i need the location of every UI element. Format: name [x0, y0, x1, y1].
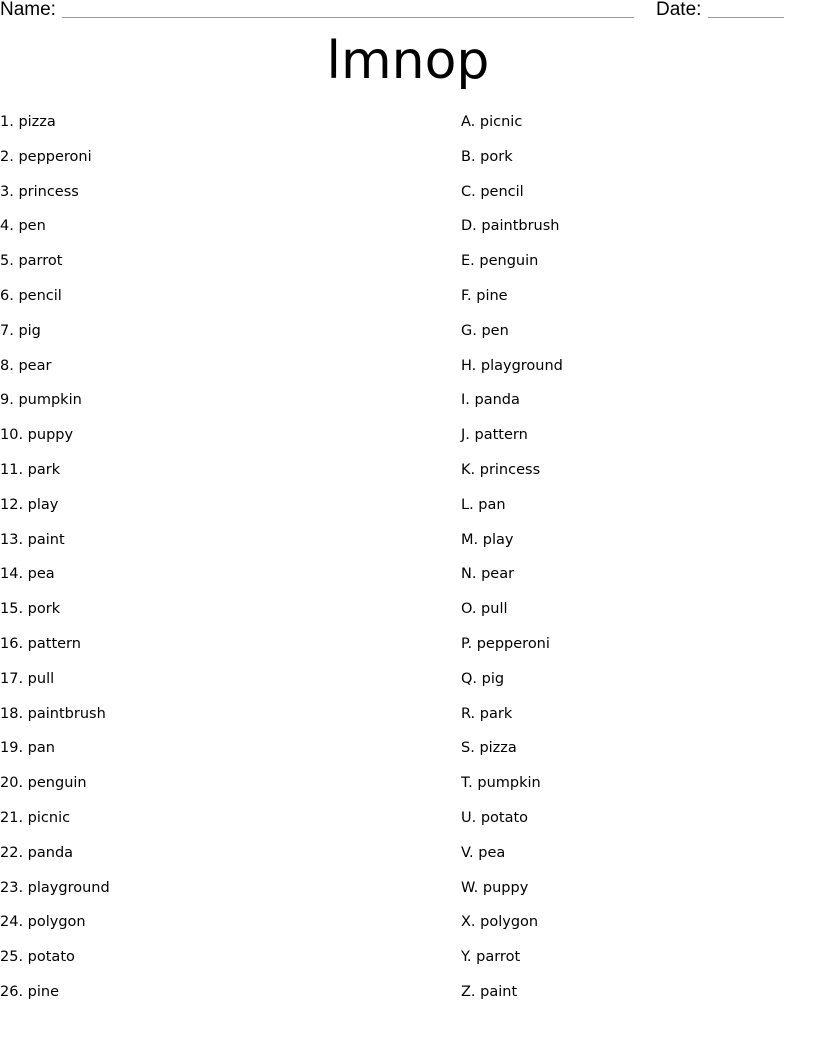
question-item-label: 9.: [0, 392, 14, 409]
question-item-label: 12.: [0, 496, 24, 513]
answer-item-word: pattern: [474, 427, 528, 444]
answer-item-word: potato: [480, 809, 529, 826]
answer-item: [461, 982, 563, 1017]
answer-list: [461, 112, 563, 1017]
question-item-word: pepperoni: [18, 148, 92, 165]
question-item-word: pencil: [18, 287, 62, 304]
question-item: [0, 425, 110, 460]
answer-item-label: J.: [461, 427, 470, 444]
question-item: [0, 843, 110, 878]
question-item-label: 10.: [0, 427, 24, 444]
answer-item-label: Y.: [461, 949, 472, 966]
question-item-label: 3.: [0, 183, 14, 200]
question-item-word: pizza: [18, 114, 56, 130]
answer-item-label: Q.: [461, 670, 478, 687]
question-item-word: play: [27, 496, 59, 513]
question-item-word: pumpkin: [18, 392, 82, 409]
question-item-label: 8.: [0, 357, 14, 374]
answer-item-label: E.: [461, 253, 475, 270]
question-item: [0, 216, 110, 251]
answer-item: [461, 634, 563, 669]
question-item: [0, 251, 110, 286]
question-item-word: panda: [27, 844, 74, 861]
answer-item-word: princess: [479, 461, 541, 478]
answer-item-word: playground: [480, 357, 563, 374]
question-item: [0, 390, 110, 425]
question-item-label: 17.: [0, 670, 24, 687]
answer-item: [461, 495, 563, 530]
question-item-word: picnic: [27, 809, 71, 826]
question-item: [0, 564, 110, 599]
answer-item: [461, 286, 563, 321]
question-item-label: 2.: [0, 148, 14, 165]
answer-item-label: M.: [461, 531, 479, 548]
question-item-label: 24.: [0, 914, 24, 931]
question-item-word: potato: [27, 949, 75, 966]
question-item-word: pork: [27, 601, 61, 618]
answer-item-word: pear: [481, 566, 515, 583]
answer-item-label: L.: [461, 496, 474, 513]
answer-item-label: C.: [461, 183, 476, 200]
question-item-label: 7.: [0, 322, 14, 339]
answer-item-label: R.: [461, 705, 476, 722]
name-field[interactable]: [62, 17, 634, 18]
answer-item-label: S.: [461, 740, 475, 757]
date-label: Date:: [656, 0, 702, 20]
question-item-word: pear: [18, 357, 52, 374]
question-item: [0, 112, 110, 147]
answer-item: [461, 251, 563, 286]
question-item-word: pea: [27, 566, 55, 583]
answer-item-word: pan: [478, 496, 506, 513]
question-item: [0, 530, 110, 565]
answer-item: [461, 216, 563, 251]
answer-item-label: G.: [461, 322, 477, 339]
question-item-word: puppy: [27, 427, 74, 444]
answer-item-label: B.: [461, 148, 476, 165]
question-item: [0, 669, 110, 704]
question-item-label: 20.: [0, 775, 24, 792]
question-item: [0, 321, 110, 356]
question-item-label: 13.: [0, 531, 24, 548]
question-item-label: 16.: [0, 635, 24, 652]
answer-item: [461, 425, 563, 460]
answer-item-word: pen: [481, 322, 509, 339]
answer-item-label: K.: [461, 461, 476, 478]
question-item-label: 4.: [0, 218, 14, 235]
answer-item-word: play: [482, 531, 514, 548]
question-item: [0, 704, 110, 739]
page-title: lmnop: [326, 31, 490, 91]
answer-item-word: penguin: [479, 253, 539, 270]
question-item-label: 15.: [0, 601, 24, 618]
question-item-label: 11.: [0, 461, 24, 478]
question-item: [0, 182, 110, 217]
answer-item-label: V.: [461, 844, 474, 861]
answer-item-word: parrot: [476, 949, 521, 966]
question-item-word: polygon: [27, 914, 86, 931]
answer-item: [461, 704, 563, 739]
answer-item: [461, 669, 563, 704]
answer-item-label: T.: [461, 775, 473, 792]
question-item: [0, 356, 110, 391]
question-item-label: 1.: [0, 114, 14, 130]
answer-item: [461, 321, 563, 356]
question-item: [0, 878, 110, 913]
question-item: [0, 460, 110, 495]
answer-item: [461, 182, 563, 217]
answer-item: [461, 390, 563, 425]
question-item-word: paint: [27, 531, 65, 548]
answer-item: [461, 564, 563, 599]
question-item-word: paintbrush: [27, 705, 106, 722]
answer-item-label: U.: [461, 809, 477, 826]
answer-item-word: picnic: [479, 114, 523, 130]
date-field[interactable]: [708, 17, 784, 18]
question-item: [0, 912, 110, 947]
answer-item-word: pork: [480, 148, 513, 165]
question-item-label: 26.: [0, 983, 24, 1000]
answer-item-word: pea: [478, 844, 506, 861]
answer-item: [461, 147, 563, 182]
answer-item: [461, 460, 563, 495]
answer-item-word: pizza: [479, 740, 517, 757]
answer-item-label: Z.: [461, 983, 476, 1000]
question-item-word: pine: [27, 983, 60, 1000]
answer-item: [461, 738, 563, 773]
answer-item-label: H.: [461, 357, 477, 374]
answer-item-word: pull: [481, 601, 508, 618]
answer-item-word: pumpkin: [477, 775, 541, 792]
answer-item-label: X.: [461, 914, 476, 931]
answer-item: [461, 530, 563, 565]
answer-item-label: F.: [461, 287, 472, 304]
question-item-word: princess: [18, 183, 79, 200]
answer-item-word: puppy: [482, 879, 529, 896]
question-item: [0, 982, 110, 1017]
question-item: [0, 634, 110, 669]
question-item-label: 22.: [0, 844, 24, 861]
answer-item: [461, 878, 563, 913]
answer-item: [461, 947, 563, 982]
answer-item: [461, 112, 563, 147]
question-item: [0, 495, 110, 530]
question-item: [0, 147, 110, 182]
question-item-label: 5.: [0, 253, 14, 270]
question-item-label: 23.: [0, 879, 24, 896]
question-item-word: pan: [27, 740, 55, 757]
answer-item: [461, 599, 563, 634]
answer-item-label: A.: [461, 114, 476, 130]
name-label: Name:: [0, 0, 56, 20]
question-item: [0, 599, 110, 634]
question-item-label: 25.: [0, 949, 24, 966]
question-item-label: 14.: [0, 566, 24, 583]
answer-item-label: W.: [461, 879, 479, 896]
answer-item: [461, 912, 563, 947]
question-item-word: parrot: [18, 253, 63, 270]
question-item-word: playground: [27, 879, 110, 896]
answer-item-word: panda: [474, 392, 520, 409]
answer-item: [461, 773, 563, 808]
answer-item: [461, 843, 563, 878]
question-item: [0, 808, 110, 843]
answer-item-word: paint: [480, 983, 518, 1000]
worksheet-header: [0, 0, 816, 24]
question-item-label: 18.: [0, 705, 24, 722]
question-item-label: 6.: [0, 287, 14, 304]
question-item: [0, 738, 110, 773]
answer-item-word: pig: [481, 670, 505, 687]
question-item-word: park: [27, 461, 61, 478]
answer-item-word: pencil: [480, 183, 524, 200]
answer-item-label: D.: [461, 218, 477, 235]
question-item: [0, 773, 110, 808]
answer-item-label: P.: [461, 635, 473, 652]
answer-item: [461, 808, 563, 843]
question-item: [0, 286, 110, 321]
answer-item-word: pepperoni: [476, 635, 550, 652]
answer-item-word: polygon: [480, 914, 539, 931]
question-item-word: penguin: [27, 775, 87, 792]
answer-item-label: N.: [461, 566, 477, 583]
answer-item-word: park: [479, 705, 513, 722]
question-item-word: pull: [27, 670, 55, 687]
answer-item: [461, 356, 563, 391]
question-item-label: 19.: [0, 740, 24, 757]
question-list: [0, 112, 110, 1017]
answer-item-word: pine: [476, 287, 508, 304]
answer-item-label: O.: [461, 601, 477, 618]
question-item-word: pig: [18, 322, 41, 339]
question-item: [0, 947, 110, 982]
question-item-word: pen: [18, 218, 46, 235]
answer-item-word: paintbrush: [481, 218, 560, 235]
answer-item-label: I.: [461, 392, 470, 409]
question-item-label: 21.: [0, 809, 24, 826]
question-item-word: pattern: [27, 635, 81, 652]
